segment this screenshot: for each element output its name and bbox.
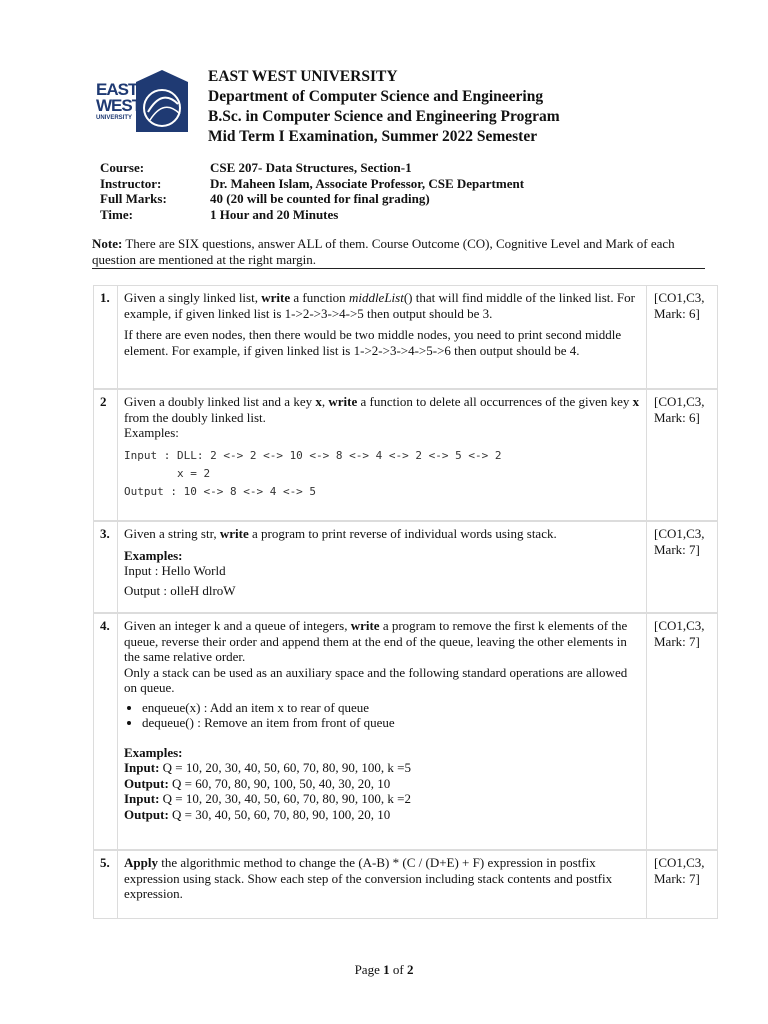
exam-name: Mid Term I Examination, Summer 2022 Semester (208, 128, 538, 145)
department-name: Department of Computer Science and Engineering (208, 88, 544, 105)
q4-operations-list (124, 700, 640, 731)
q5-keyword: Apply (124, 855, 158, 870)
mark-line-2: Mark: 6] (654, 409, 700, 425)
logo-word-2: WEST (96, 96, 142, 115)
time-value: 1 Hour and 20 Minutes (210, 206, 339, 222)
q4-output-1: Q = 60, 70, 80, 90, 100, 50, 40, 30, 20, 10 (168, 775, 391, 791)
question-number: 4. (100, 618, 110, 633)
exam-header (208, 67, 560, 147)
q4-paragraph-2: Only a stack can be used as an auxiliary space and the following standard operations are allowed on queue. (124, 664, 628, 695)
q4-text-c: a program to remove the first k elements of the queue, reverse their order and append them at the end of the queue, leaving the other elements in the same relative order. (124, 618, 628, 664)
q4-examples-label: Examples: (124, 744, 183, 760)
marks-value: 40 (20 will be counted for final grading) (210, 191, 430, 206)
q1-keyword: write (261, 290, 291, 305)
q1-function-name: middleList (348, 290, 404, 305)
q2-text-e: a function to delete all occurrences of the given key (357, 394, 633, 409)
question-body (124, 618, 640, 822)
question-1 (93, 285, 718, 389)
question-body (124, 394, 640, 501)
university-name: EAST WEST UNIVERSITY (208, 68, 398, 85)
cell-divider (117, 614, 118, 849)
q2-code-line-2: x = 2 (124, 466, 211, 480)
total-pages: 2 (406, 962, 414, 977)
q1-text-c: a function (290, 290, 349, 305)
mark-line-1: [CO1,C3, (654, 394, 705, 409)
q4-output-2: Q = 30, 40, 50, 60, 70, 80, 90, 100, 20, 10 (168, 806, 391, 822)
question-number: 5. (100, 855, 110, 870)
q2-code-line-3: Output : 10 <-> 8 <-> 4 <-> 5 (124, 484, 317, 498)
q4-op-dequeue: • dequeue() : Remove an item from front of queue (142, 715, 640, 731)
q5-text: the algorithmic method to change the (A-B) * (C / (D+E) + F) expression in postfix expression using stack. Show each step of the conversion including stack contents and postfix expression. (124, 855, 613, 901)
q4-input-1-label: Input: (124, 760, 160, 775)
question-number: 3. (100, 526, 110, 541)
mark-line-2: Mark: 7] (654, 870, 700, 886)
q4-output-1-label: Output: (124, 775, 169, 791)
question-mark (646, 851, 714, 918)
note-text: There are SIX questions, answer ALL of them. Course Outcome (CO), Cognitive Level and Mark of each question are mentioned at the right margin. (92, 236, 675, 267)
marks-label: Full Marks: (100, 191, 167, 206)
cell-divider (117, 851, 118, 918)
mark-line-2: Mark: 7] (654, 633, 700, 649)
q1-text-e: () that will find middle of the linked list. For example, if given linked list is 1->2->3->4->5 then output should be 3. (124, 290, 635, 321)
q4-text-a: Given an integer k and a queue of integers, (124, 618, 351, 633)
q2-text-g: from the doubly linked list. (124, 409, 266, 425)
exam-note (92, 236, 705, 268)
question-2 (93, 389, 718, 521)
q2-key-x-2: x (632, 394, 640, 409)
q3-text-a: Given a string str, (124, 526, 220, 541)
question-5 (93, 850, 718, 919)
question-mark (646, 286, 714, 388)
question-body (124, 526, 640, 598)
q2-text-c: , (321, 394, 329, 409)
question-body (124, 290, 640, 358)
instructor-value: Dr. Maheen Islam, Associate Professor, CSE Department (210, 175, 525, 191)
question-mark (646, 522, 714, 612)
q4-input-2: Q = 10, 20, 30, 40, 50, 60, 70, 80, 90, 100, k =2 (159, 791, 411, 806)
current-page: 1 (383, 962, 390, 977)
cell-divider (117, 286, 118, 388)
instructor-label: Instructor: (100, 175, 162, 191)
cell-divider (117, 390, 118, 520)
course-label: Course: (100, 160, 145, 175)
q2-text-a: Given a doubly linked list and a key (124, 394, 316, 409)
program-name: B.Sc. in Computer Science and Engineering Program (208, 108, 560, 125)
university-logo (96, 68, 188, 140)
logo-word-1: EAST (96, 80, 138, 99)
page-prefix: Page (354, 962, 384, 977)
mark-line-1: [CO1,C3, (654, 526, 705, 541)
question-mark (646, 614, 714, 849)
question-body (124, 855, 640, 902)
header-divider (92, 268, 705, 269)
q3-keyword: write (219, 526, 249, 541)
time-label: Time: (100, 206, 133, 222)
mark-line-1: [CO1,C3, (654, 855, 705, 870)
question-mark (646, 390, 714, 520)
q4-input-2-label: Input: (124, 791, 160, 806)
q4-input-1: Q = 10, 20, 30, 40, 50, 60, 70, 80, 90, 100, k =5 (159, 760, 411, 775)
q2-code-block (124, 447, 640, 501)
q2-keyword: write (328, 394, 358, 409)
mark-line-1: [CO1,C3, (654, 618, 705, 633)
q3-output: Output : olleH dlroW (124, 582, 236, 598)
question-number: 1. (100, 290, 110, 305)
q4-keyword: write (350, 618, 380, 633)
q4-op-enqueue: • enqueue(x) : Add an item x to rear of queue (142, 700, 640, 716)
question-3 (93, 521, 718, 613)
q3-input: Input : Hello World (124, 563, 226, 578)
question-4 (93, 613, 718, 850)
q2-key-x: x (315, 394, 322, 409)
mark-line-2: Mark: 7] (654, 541, 700, 557)
q1-text-a: Given a singly linked list, (124, 290, 262, 305)
q1-paragraph-2: If there are even nodes, then there would be two middle nodes, you need to print second middle element. For example, if given linked list is 1->2->3->4->5->6 then output should be 4. (124, 327, 622, 358)
logo-word-3: UNIVERSITY (96, 115, 133, 121)
page-number (0, 962, 768, 978)
course-value: CSE 207- Data Structures, Section-1 (210, 160, 412, 175)
mark-line-2: Mark: 6] (654, 305, 700, 321)
q2-code-line-1: Input : DLL: 2 <-> 2 <-> 10 <-> 8 <-> 4 <-> 2 <-> 5 <-> 2 (124, 448, 502, 462)
cell-divider (117, 522, 118, 612)
question-number: 2 (100, 394, 107, 409)
q2-examples-label: Examples: (124, 425, 179, 440)
q3-examples-label: Examples: (124, 547, 183, 563)
q3-text-c: a program to print reverse of individual words using stack. (248, 526, 557, 541)
q4-output-2-label: Output: (124, 806, 169, 822)
note-label: Note: (92, 236, 123, 251)
course-info (100, 160, 524, 222)
mark-line-1: [CO1,C3, (654, 290, 705, 305)
page-of: of (389, 962, 407, 977)
